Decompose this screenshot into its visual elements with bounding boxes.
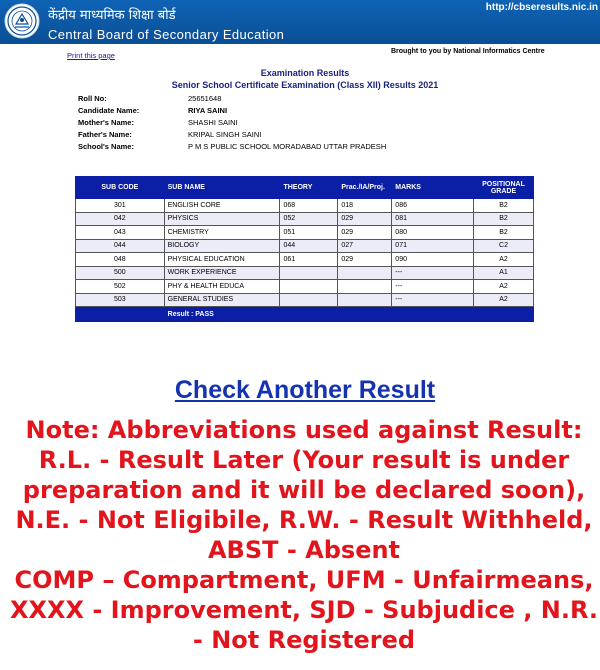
grade-cell: A2	[474, 253, 534, 267]
grade-cell: B2	[474, 199, 534, 213]
sub-name-cell: PHY & HEALTH EDUCA	[164, 280, 280, 294]
sub-code-cell: 043	[76, 226, 165, 240]
results-title: Examination Results	[260, 68, 350, 78]
practical-cell	[338, 266, 392, 280]
grade-cell: A1	[474, 266, 534, 280]
marks-cell: 080	[392, 226, 474, 240]
info-value: RIYA SAINI	[188, 106, 228, 115]
header-banner	[0, 0, 600, 44]
note-line-1: Note: Abbreviations used against Result: R.L. - Result Later (Your result is under preparation and it will be declared soon), N.E. - Not Eligibile, R.W. - Result Withheld, ABST - Absent	[15, 416, 593, 564]
nic-credit: Brought to you by National Informatics Centre	[391, 48, 545, 55]
info-value: SHASHI SAINI	[188, 118, 238, 127]
sub-code-cell: 503	[76, 293, 165, 307]
practical-cell	[338, 293, 392, 307]
info-value: 25651648	[188, 94, 222, 103]
result-label: Result :	[167, 310, 194, 318]
sub-code-cell: 502	[76, 280, 165, 294]
theory-cell: 044	[280, 239, 338, 253]
sub-code-cell: 500	[76, 266, 165, 280]
sub-name-cell: CHEMISTRY	[164, 226, 280, 240]
result-row	[76, 307, 534, 322]
board-english-title: Central Board of Secondary Education	[48, 27, 285, 42]
marks-cell: 081	[392, 212, 474, 226]
sub-name-cell: WORK EXPERIENCE	[164, 266, 280, 280]
sub-code-cell: 042	[76, 212, 165, 226]
theory-cell: 051	[280, 226, 338, 240]
grade-cell: B2	[474, 226, 534, 240]
board-hindi-title: केंद्रीय माध्यमिक शिक्षा बोर्ड	[48, 8, 176, 23]
abbreviation-note	[4, 415, 600, 655]
sub-name-cell: PHYSICS	[164, 212, 280, 226]
result-cell	[164, 307, 533, 322]
practical-cell: 029	[338, 253, 392, 267]
column-header: SUB CODE	[76, 177, 165, 199]
grade-cell: C2	[474, 239, 534, 253]
note-line-2: COMP – Compartment, UFM - Unfairmeans, XXXX - Improvement, SJD - Subjudice , N.R. - Not Registered	[9, 566, 599, 654]
sub-code-cell: 044	[76, 239, 165, 253]
info-label: Father's Name:	[78, 130, 132, 139]
info-value: P M S PUBLIC SCHOOL MORADABAD UTTAR PRADESH	[188, 142, 387, 151]
marks-cell: 090	[392, 253, 474, 267]
marks-cell: ---	[392, 293, 474, 307]
theory-cell: 052	[280, 212, 338, 226]
practical-cell: 027	[338, 239, 392, 253]
column-header: THEORY	[280, 177, 338, 199]
column-header: MARKS	[392, 177, 474, 199]
table-row	[76, 212, 534, 226]
info-label: Candidate Name:	[78, 106, 140, 115]
table-row	[76, 239, 534, 253]
table-row	[76, 293, 534, 307]
table-row	[76, 253, 534, 267]
table-row	[76, 226, 534, 240]
practical-cell: 029	[338, 212, 392, 226]
print-page-link[interactable]: Print this page	[67, 51, 115, 60]
check-another-result-link[interactable]: Check Another Result	[174, 376, 436, 404]
cbse-logo-icon	[3, 2, 41, 40]
marks-cell: 086	[392, 199, 474, 213]
sub-name-cell: BIOLOGY	[164, 239, 280, 253]
marks-cell: ---	[392, 266, 474, 280]
info-label: Mother's Name:	[78, 118, 134, 127]
sub-code-cell: 048	[76, 253, 165, 267]
theory-cell	[280, 293, 338, 307]
column-header: SUB NAME	[164, 177, 280, 199]
sub-name-cell: PHYSICAL EDUCATION	[164, 253, 280, 267]
theory-cell: 068	[280, 199, 338, 213]
marks-cell: ---	[392, 280, 474, 294]
result-blank-cell	[76, 307, 165, 322]
practical-cell: 029	[338, 226, 392, 240]
column-header: POSITIONAL GRADE	[474, 177, 534, 199]
theory-cell	[280, 266, 338, 280]
sub-code-cell: 301	[76, 199, 165, 213]
grade-cell: A2	[474, 293, 534, 307]
result-value: PASS	[195, 310, 214, 318]
site-url[interactable]: http://cbseresults.nic.in	[485, 2, 598, 13]
info-label: Roll No:	[78, 94, 107, 103]
table-row	[76, 280, 534, 294]
column-header: Prac./IA/Proj.	[338, 177, 392, 199]
practical-cell: 018	[338, 199, 392, 213]
info-value: KRIPAL SINGH SAINI	[188, 130, 262, 139]
table-row	[76, 199, 534, 213]
sub-name-cell: GENERAL STUDIES	[164, 293, 280, 307]
grade-cell: B2	[474, 212, 534, 226]
grade-cell: A2	[474, 280, 534, 294]
practical-cell	[338, 280, 392, 294]
sub-name-cell: ENGLISH CORE	[164, 199, 280, 213]
theory-cell	[280, 280, 338, 294]
theory-cell: 061	[280, 253, 338, 267]
table-row	[76, 266, 534, 280]
info-label: School's Name:	[78, 142, 134, 151]
marks-table	[75, 176, 534, 322]
table-header-row	[76, 177, 534, 199]
marks-cell: 071	[392, 239, 474, 253]
results-subtitle: Senior School Certificate Examination (Class XII) Results 2021	[171, 80, 439, 90]
